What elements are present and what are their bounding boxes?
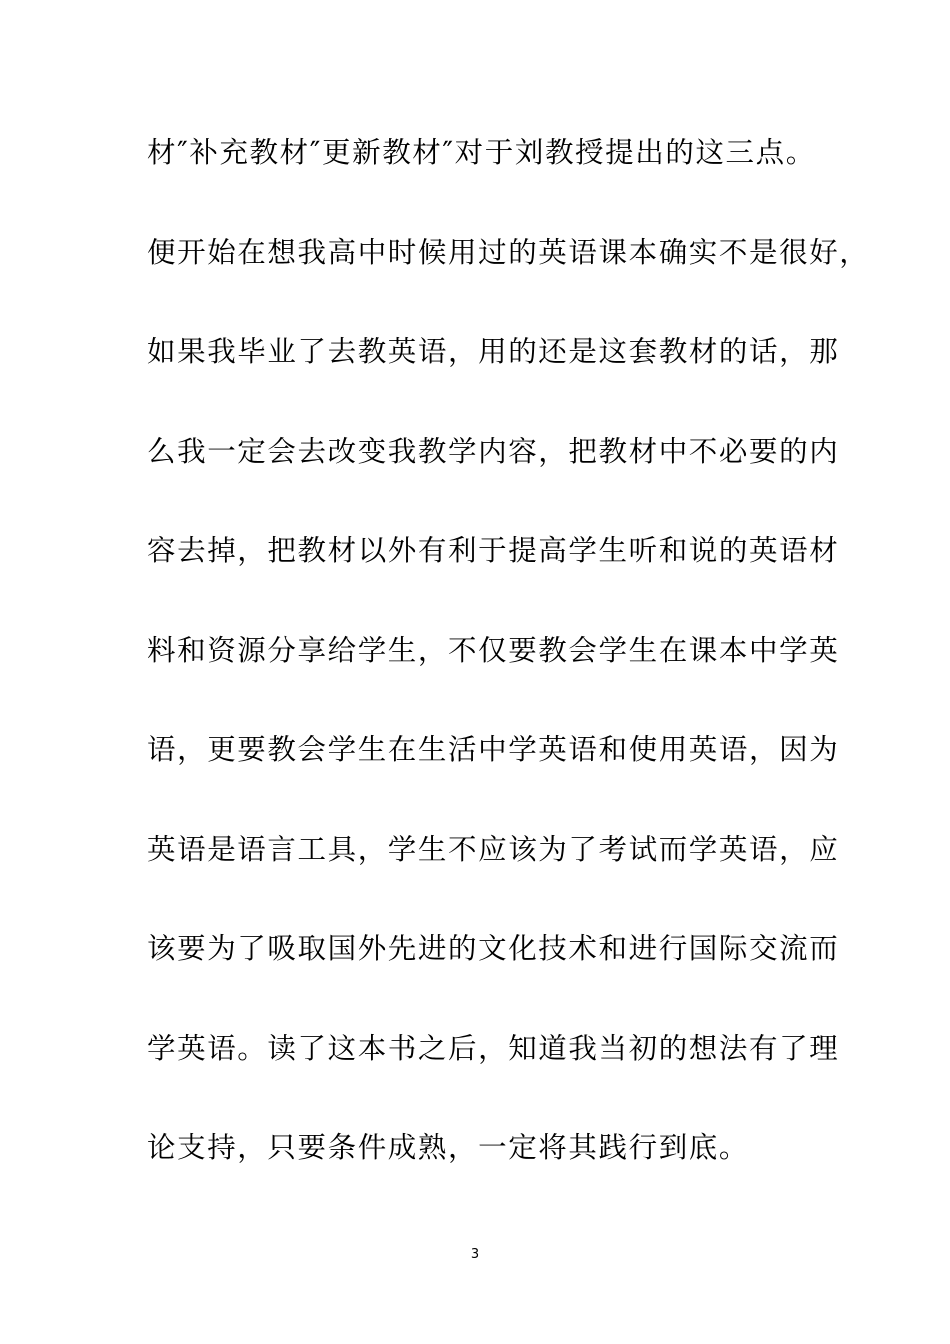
text-line: 学英语。读了这本书之后，知道我当初的想法有了理 bbox=[147, 1031, 840, 1065]
text-line: 便开始在想我高中时候用过的英语课本确实不是很好， bbox=[147, 235, 870, 269]
text-line: 如果我毕业了去教英语，用的还是这套教材的话，那 bbox=[147, 335, 840, 368]
text-line: 材″补充教材″更新教材″对于刘教授提出的这三点。 bbox=[147, 136, 816, 169]
body-paragraph bbox=[147, 128, 870, 1223]
text-line: 英语是语言工具，学生不应该为了考试而学英语，应 bbox=[147, 832, 840, 866]
text-line: 该要为了吸取国外先进的文化技术和进行国际交流而 bbox=[147, 932, 840, 965]
text-line: 论支持，只要条件成熟，一定将其践行到底。 bbox=[147, 1131, 750, 1164]
page-number: 3 bbox=[470, 1247, 480, 1262]
text-line: 容去掉，把教材以外有利于提高学生听和说的英语材 bbox=[147, 534, 840, 567]
text-line: 语，更要教会学生在生活中学英语和使用英语，因为 bbox=[147, 733, 840, 766]
text-line: 料和资源分享给学生，不仅要教会学生在课本中学英 bbox=[147, 633, 840, 667]
text-line: 么我一定会去改变我教学内容，把教材中不必要的内 bbox=[147, 434, 840, 468]
